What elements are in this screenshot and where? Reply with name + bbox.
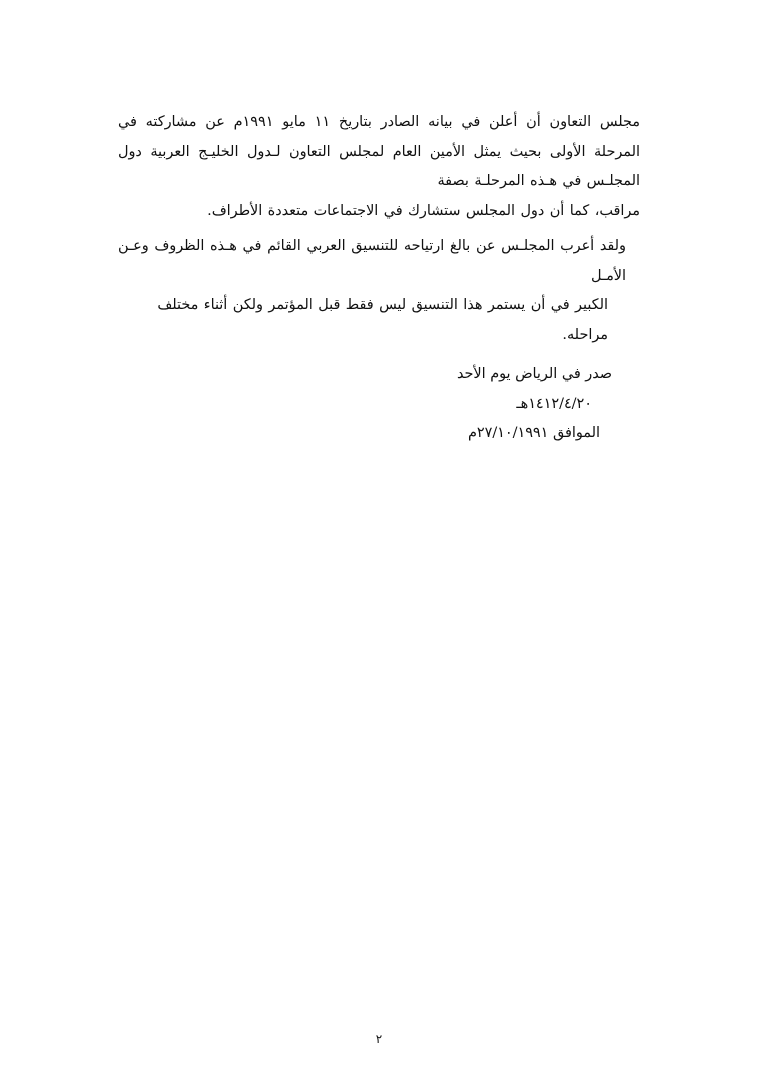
paragraph-2-line-1: ولقد أعرب المجلـس عن بالغ ارتياحه للتنسيق العربي القائم في هـذه الظروف وعـن الأمـل — [118, 238, 626, 284]
page-number: ٢ — [375, 1032, 383, 1046]
paragraph-2-line-2: الكبير في أن يستمر هذا التنسيق ليس فقط قبل المؤتمر ولكن أثناء مختلف مراحله. — [157, 297, 608, 343]
paragraph-1 — [118, 108, 640, 226]
signoff-hijri-date: ١٤١٢/٤/٢٠هـ — [516, 395, 592, 412]
signoff-block — [118, 360, 640, 449]
paragraph-1-line-1: مجلس التعاون أن أعلن في بيانه الصادر بتاريخ ١١ مايو ١٩٩١م عن مشاركته في المرحلة الأولى — [118, 114, 640, 160]
paragraph-1-line-2: بحيث يمثل الأمين العام لمجلس التعاون لـدول الخليـج العربية دول المجلـس في هـذه المرحلـة بصفة — [118, 143, 640, 190]
paragraph-2 — [118, 232, 640, 350]
paragraph-1-line-3: مراقب، كما أن دول المجلس ستشارك في الاجتماعات متعددة الأطراف. — [207, 202, 640, 219]
document-body — [118, 108, 640, 449]
signoff-gregorian-date: الموافق ٢٧/١٠/١٩٩١م — [467, 425, 600, 442]
signoff-place-line: صدر في الرياض يوم الأحد — [456, 366, 612, 383]
